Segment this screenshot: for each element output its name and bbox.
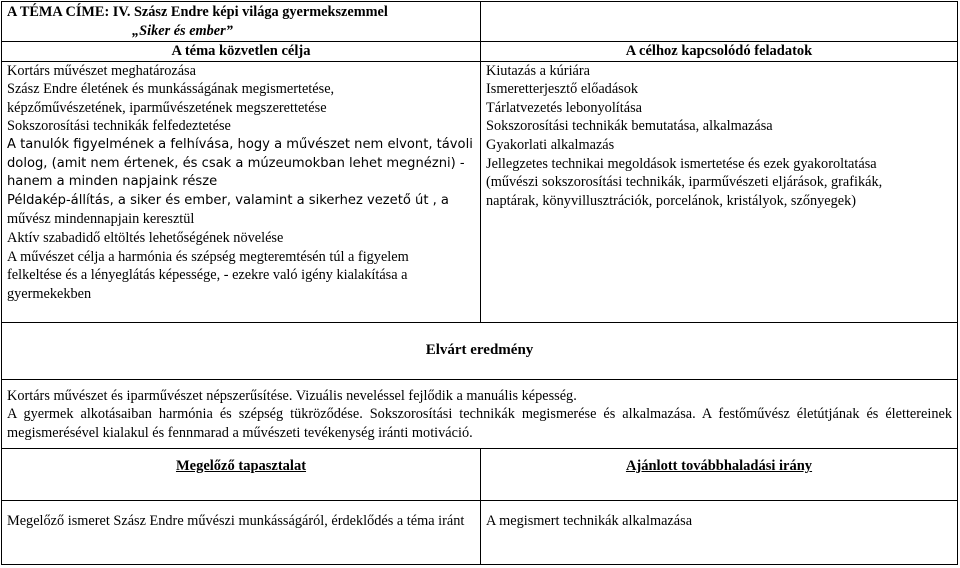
- expected-result-header: Elvárt eredmény: [2, 322, 958, 379]
- task-line: Tárlatvezetés lebonyolítása: [486, 99, 643, 116]
- goal-line: Példakép-állítás, a siker és ember, valamint a sikerhez vezető út , a: [7, 192, 449, 208]
- lesson-plan-table: [1, 1, 958, 565]
- expected-result-para: A gyermek alkotásaiban harmónia és szépség tükröződése. Sokszorosítási technikák megismerése és alkalmazása. A festőművész életútjának és élettereinek megismerésével kialakul és fennmarad a művészeti tevékenység iránti motiváció.: [7, 406, 952, 441]
- topic-title: A TÉMA CÍME: IV. Szász Endre képi világa gyermekszemmel: [7, 4, 388, 20]
- goal-line: művész mindennapjain keresztül: [7, 211, 195, 228]
- goal-line: képzőművészetének, iparművészetének megszerettetése: [7, 99, 327, 116]
- task-line: Sokszorosítási technikák bemutatása, alkalmazása: [486, 118, 773, 135]
- task-line: Ismeretterjesztő előadások: [486, 81, 639, 98]
- next-direction-text: A megismert technikák alkalmazása: [481, 501, 958, 565]
- goal-line: dolog, (amit nem értenek, és csak a múzeumokban lehet megnézni) -: [7, 155, 465, 171]
- task-line: (művészi sokszorosítási technikák, iparművészeti eljárások, grafikák,: [486, 174, 883, 191]
- goal-line: Aktív szabadidő eltöltés lehetőségének növelése: [7, 229, 284, 246]
- task-line: Kiutazás a kúriára: [486, 62, 590, 79]
- prior-experience-text: Megelőző ismeret Szász Endre művészi munkásságáról, érdeklődés a téma iránt: [2, 501, 481, 565]
- goal-line: gyermekekben: [7, 285, 92, 302]
- expected-result-para: Kortárs művészet és iparművészet népszerűsítése. Vizuális neveléssel fejlődik a manuális képesség.: [7, 387, 577, 404]
- goal-header: A téma közvetlen célja: [2, 42, 481, 62]
- tasks-header: A célhoz kapcsolódó feladatok: [481, 42, 958, 62]
- goal-line: Sokszorosítási technikák felfedeztetése: [7, 118, 231, 135]
- goal-line: Szász Endre életének és munkásságának megismertetése,: [7, 81, 335, 98]
- next-direction-header: Ajánlott továbbhaladási irány: [481, 449, 958, 501]
- goal-line: felkeltése és a lényeglátás képessége, - ezekre való igény kialakítása a: [7, 267, 408, 284]
- prior-experience-header: Megelőző tapasztalat: [2, 449, 481, 501]
- tasks-cell: [481, 61, 958, 322]
- expected-result-cell: [2, 379, 958, 449]
- goal-line: A művészet célja a harmónia és szépség megteremtésén túl a figyelem: [7, 248, 409, 265]
- task-line: Gyakorlati alkalmazás: [486, 136, 615, 153]
- goal-line: hanem a minden napjaink része: [7, 174, 218, 190]
- empty-title-cell: [481, 2, 958, 42]
- goal-line: Kortárs művészet meghatározása: [7, 62, 196, 79]
- goal-cell: [2, 61, 481, 322]
- topic-subtitle: „Siker és ember”: [132, 22, 233, 39]
- goal-line: A tanulók figyelmének a felhívása, hogy a művészet nem elvont, távoli: [7, 136, 473, 152]
- task-line: naptárak, könyvillusztrációk, porcelánok, kristályok, szőnyegek): [486, 192, 857, 209]
- task-line: Jellegzetes technikai megoldások ismertetése és ezek gyakoroltatása: [486, 155, 877, 172]
- topic-title-cell: [2, 2, 481, 42]
